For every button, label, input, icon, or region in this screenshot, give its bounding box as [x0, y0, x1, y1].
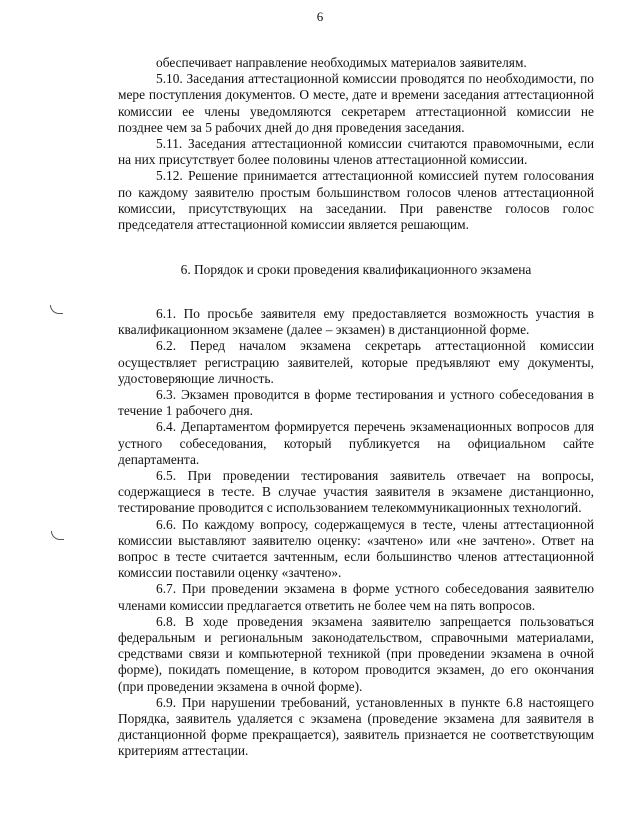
paragraph-6-4: 6.4. Департаментом формируется перечень экзаменационных вопросов для устного собеседования, который публикуется на официальном сайте департамента.: [118, 419, 594, 467]
paragraph-6-3: 6.3. Экзамен проводится в форме тестирования и устного собеседования в течение 1 рабочего дня.: [118, 387, 594, 419]
paragraph-5-11: 5.11. Заседания аттестационной комиссии считаются правомочными, если на них присутствует более половины членов аттестационной комиссии.: [118, 136, 594, 168]
margin-pen-mark: [51, 531, 64, 540]
paragraph-5-9-end: обеспечивает направление необходимых материалов заявителям.: [156, 55, 527, 70]
paragraph-5-12: 5.12. Решение принимается аттестационной комиссией путем голосования по каждому заявителю простым большинством голосов членов аттестационной комиссии, присутствующих на заседании. При равенстве голосов голос председателя аттестационной комиссии является решающим.: [118, 168, 594, 233]
paragraph-6-9: 6.9. При нарушении требований, установленных в пункте 6.8 настоящего Порядка, заявитель удаляется с экзамена (проведение экзамена для заявителя в дистанционной форме прекращается), заявитель признается не соответствующим критериям аттестации.: [118, 694, 594, 759]
section-6-body: [118, 306, 594, 760]
section-5-continuation: [118, 55, 594, 233]
paragraph-6-6: 6.6. По каждому вопросу, содержащемуся в тесте, члены аттестационной комиссии выставляют заявителю оценку: «зачтено» или «не зачтено». Ответ на вопрос в тесте считается зачтенным, если большинство членов аттестационной комиссии поставили оценку «зачтено».: [118, 516, 594, 581]
paragraph-5-10: 5.10. Заседания аттестационной комиссии проводятся по необходимости, по мере поступления документов. О месте, дате и времени заседания аттестационной комиссии ее члены уведомляются секретарем аттестационной комиссии не позднее чем за 5 рабочих дней до дня проведения заседания.: [118, 71, 594, 135]
paragraph-6-8: 6.8. В ходе проведения экзамена заявителю запрещается пользоваться федеральным и региональным законодательством, справочными материалами, средствами связи и компьютерной техникой (при проведении экзамена в очной форме), покидать помещение, в котором проводится экзамен, до его окончания (при проведении экзамена в очной форме).: [118, 613, 594, 694]
margin-pen-mark: [50, 305, 63, 314]
paragraph-6-5: 6.5. При проведении тестирования заявитель отвечает на вопросы, содержащиеся в тесте. В случае участия заявителя в экзамене дистанционно, тестирование проводится с использованием телекоммуникационных технологий.: [118, 468, 594, 516]
paragraph-6-2: 6.2. Перед началом экзамена секретарь аттестационной комиссии осуществляет регистрацию заявителей, которые предъявляют ему документы, удостоверяющие личность.: [118, 338, 594, 386]
paragraph-6-1: 6.1. По просьбе заявителя ему предоставляется возможность участия в квалификационном экзамене (далее – экзамен) в дистанционной форме.: [118, 306, 594, 338]
page-number: 6: [316, 9, 324, 24]
section-6-heading: 6. Порядок и сроки проведения квалификационного экзамена: [180, 262, 532, 277]
paragraph-6-7: 6.7. При проведении экзамена в форме устного собеседования заявителю членами комиссии предлагается ответить не более чем на пять вопросов.: [118, 581, 594, 613]
